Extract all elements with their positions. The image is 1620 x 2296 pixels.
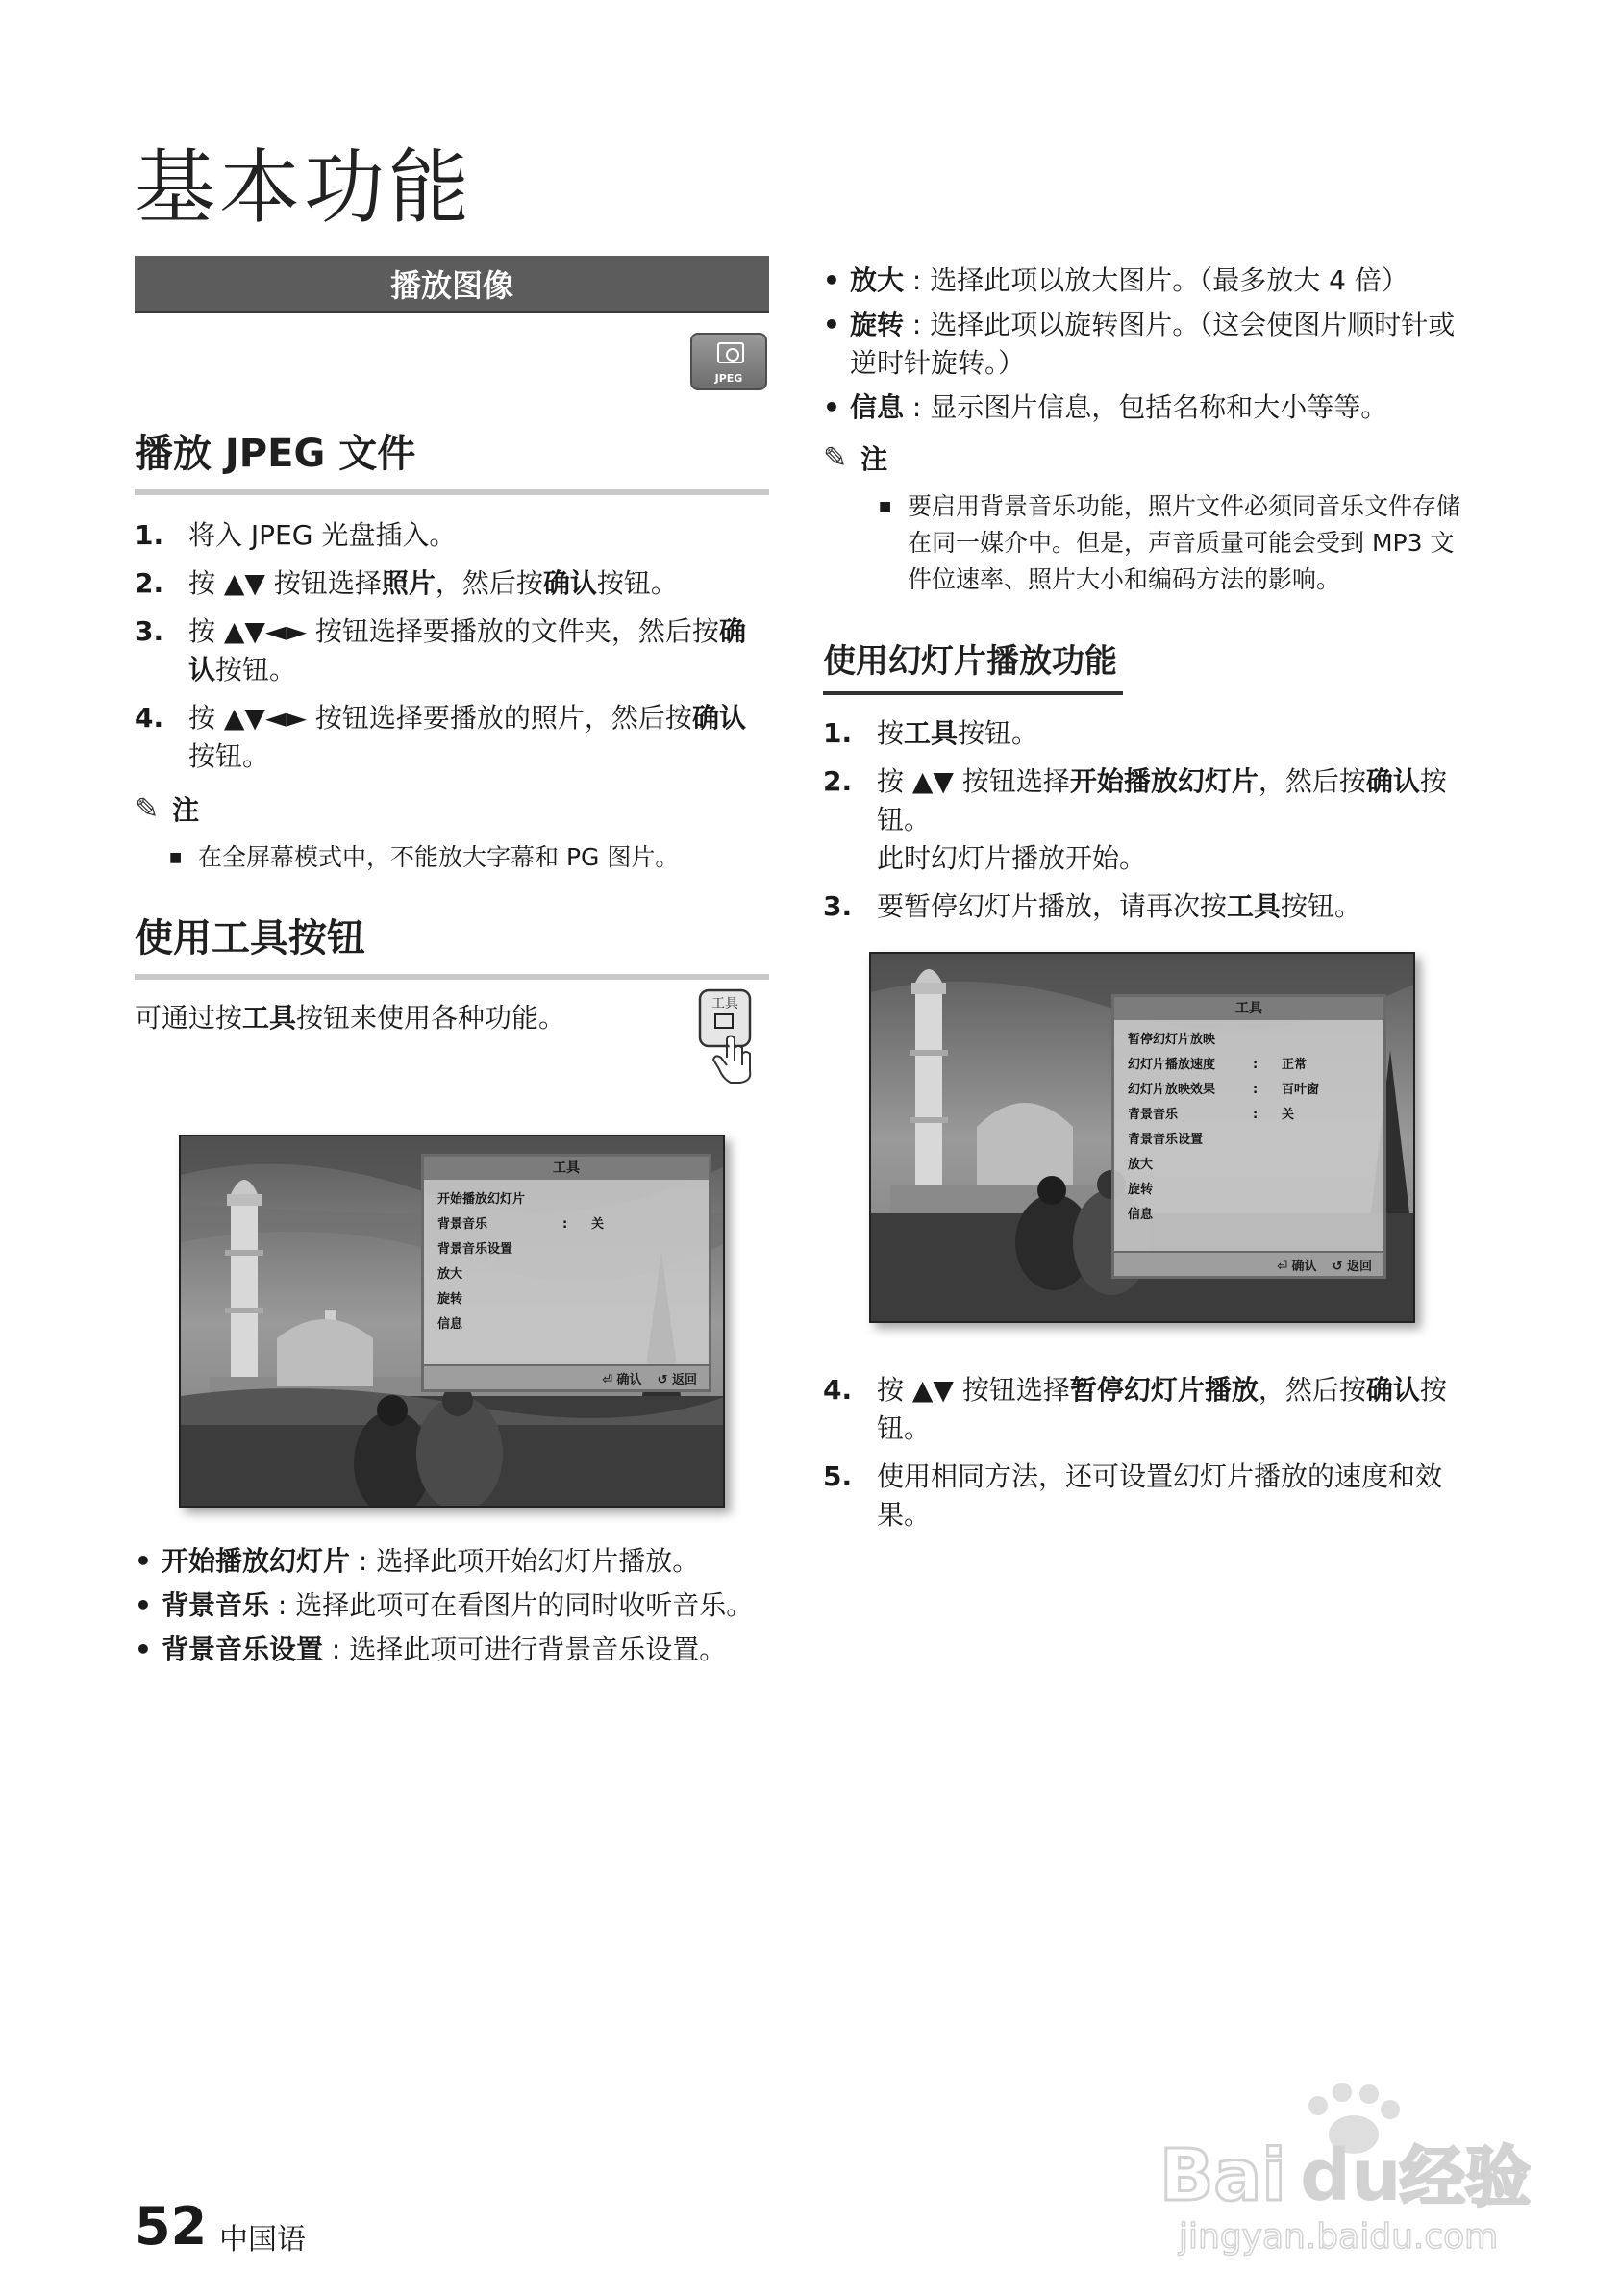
- tools-menu-panel: [421, 1154, 711, 1392]
- bullet-text: [850, 262, 1408, 300]
- step-text: [877, 762, 1467, 878]
- step-number: 4.: [823, 1374, 853, 1406]
- menu-item-label: 信息: [1128, 1208, 1154, 1222]
- confirm-label: 确认: [616, 1372, 642, 1387]
- bullet-dot-icon: •: [135, 1634, 152, 1665]
- page-number: 52: [135, 2196, 208, 2257]
- menu-item[interactable]: [1114, 1153, 1383, 1178]
- text-run: 按钮。: [596, 567, 678, 599]
- menu-item-sep: [562, 1312, 591, 1337]
- tools-button-label: 工具: [711, 996, 738, 1011]
- baidu-jingyan-watermark: [1150, 2067, 1554, 2259]
- confirm-hint[interactable]: [602, 1369, 641, 1387]
- camera-icon: [717, 342, 744, 363]
- bold-term: 工具: [904, 717, 959, 749]
- bullet-dot-icon: •: [823, 391, 840, 423]
- menu-item-value: 百叶窗: [1282, 1083, 1320, 1097]
- bold-term: 确认: [691, 702, 746, 734]
- text-run: 按钮。: [958, 717, 1039, 749]
- step-text: [188, 612, 769, 689]
- note-text: 要启用背景音乐功能，照片文件必须同音乐文件存储在同一媒介中。但是，声音质量可能会受到 MP3 文件位速率、照片大小和编码方法的影响。: [908, 492, 1461, 593]
- step-number: 2.: [823, 765, 853, 797]
- menu-item[interactable]: [424, 1187, 709, 1212]
- back-label: 返回: [1346, 1259, 1372, 1274]
- menu-item-sep: :: [1253, 1083, 1259, 1097]
- bold-term: 确认: [188, 615, 746, 686]
- menu-item[interactable]: [424, 1262, 709, 1287]
- text-run: 此时幻灯片播放开始。: [877, 842, 1147, 874]
- step-text: [877, 1371, 1467, 1448]
- bullet-text: [162, 1586, 753, 1625]
- bold-term: 旋转: [850, 309, 905, 340]
- bold-term: 开始播放幻灯片: [162, 1545, 351, 1577]
- tools-intro-text: [135, 999, 769, 1037]
- tools-menu-footer: [424, 1364, 709, 1389]
- text-run: 按 ▲▼◄► 按钮选择要播放的照片，然后按: [188, 702, 692, 734]
- text-run: 按钮。: [877, 765, 1447, 836]
- menu-item[interactable]: [424, 1212, 709, 1237]
- note-label: 注: [860, 443, 888, 475]
- text-run: 按 ▲▼ 按钮选择: [877, 1374, 1070, 1406]
- text-run: 按 ▲▼ 按钮选择: [188, 567, 382, 599]
- step-text: [877, 1458, 1467, 1535]
- step-item: [823, 1458, 1467, 1535]
- text-run: 按钮。: [188, 740, 270, 772]
- menu-item[interactable]: [1114, 1128, 1383, 1153]
- text-run: 按: [877, 717, 905, 749]
- step-item: [823, 1371, 1467, 1448]
- bold-term: 开始播放幻灯片: [1069, 765, 1259, 797]
- watermark-brand: Bai: [1159, 2134, 1286, 2217]
- step-item: [823, 887, 1467, 926]
- back-hint[interactable]: [1333, 1256, 1372, 1274]
- pencil-note-icon: ✎: [135, 791, 160, 826]
- step-number: 2.: [135, 567, 164, 599]
- steps-list-slideshow: [823, 714, 1467, 926]
- section-banner: 播放图像: [135, 256, 769, 313]
- bold-term: 放大: [850, 264, 905, 296]
- note-heading: [135, 789, 769, 828]
- menu-item[interactable]: [1114, 1203, 1383, 1228]
- menu-item-label: 放大: [1128, 1158, 1154, 1172]
- step-number: 4.: [135, 702, 164, 734]
- page-language: 中国语: [219, 2223, 306, 2257]
- step-number: 1.: [823, 717, 853, 749]
- menu-item[interactable]: [424, 1237, 709, 1262]
- menu-item-sep: :: [562, 1217, 568, 1232]
- paw-logo-icon: [1150, 2067, 1554, 2259]
- bullet-dot-icon: •: [823, 309, 840, 340]
- step-item: [135, 516, 769, 555]
- menu-item-sep: :: [1253, 1058, 1259, 1072]
- bullet-item: [823, 388, 1467, 427]
- text-run: 按钮。: [1281, 890, 1362, 922]
- bullet-item: [823, 306, 1467, 383]
- watermark-url: jingyan.baidu.com: [1179, 2217, 1499, 2257]
- step-item: [823, 714, 1467, 753]
- menu-item-label: 信息: [437, 1317, 463, 1332]
- bold-term: 确认: [1365, 1374, 1420, 1406]
- enter-icon: ⏎: [1277, 1259, 1292, 1274]
- pencil-note-icon: ✎: [823, 440, 848, 475]
- text-run: : 选择此项以放大图片。（最多放大 4 倍）: [904, 264, 1408, 296]
- bold-term: 暂停幻灯片播放: [1069, 1374, 1259, 1406]
- section-play-jpeg: [135, 423, 769, 876]
- bold-term: 确认: [542, 567, 597, 599]
- step-text: [877, 887, 1467, 926]
- text-run: 将入 JPEG 光盘插入。: [188, 519, 457, 551]
- step-text: [188, 699, 769, 776]
- text-run: : 显示图片信息，包括名称和大小等等。: [904, 391, 1388, 423]
- tools-menu-title: 工具: [424, 1157, 709, 1180]
- watermark-product: 经验: [1400, 2140, 1532, 2216]
- menu-item[interactable]: [424, 1312, 709, 1337]
- section-title-play-jpeg: 播放 JPEG 文件: [135, 432, 416, 476]
- square-bullet-icon: ■: [169, 850, 183, 865]
- note-label: 注: [172, 794, 200, 826]
- menu-item-sep: [1253, 1178, 1282, 1203]
- menu-item[interactable]: [424, 1287, 709, 1312]
- menu-item-sep: [1253, 1203, 1282, 1228]
- bullet-text: [850, 306, 1467, 383]
- step-number: 3.: [823, 890, 853, 922]
- bullet-dot-icon: •: [823, 264, 840, 296]
- menu-item[interactable]: [1114, 1028, 1383, 1053]
- bullet-dot-icon: •: [135, 1545, 152, 1577]
- step-item: [135, 612, 769, 689]
- return-icon: ↺: [1332, 1259, 1347, 1274]
- menu-item-label: 背景音乐: [437, 1217, 488, 1232]
- section-divider: [135, 489, 769, 495]
- step-text: [877, 714, 1467, 753]
- text-run: 可通过按: [135, 1002, 243, 1034]
- chapter-title: 基本功能: [135, 140, 474, 235]
- bold-term: 工具: [1227, 890, 1282, 922]
- bullet-item: [135, 1542, 769, 1581]
- menu-item-sep: [562, 1287, 591, 1312]
- menu-item-label: 开始播放幻灯片: [437, 1192, 526, 1207]
- menu-item-label: 幻灯片播放速度: [1128, 1058, 1216, 1072]
- text-run: : 选择此项可在看图片的同时收听音乐。: [269, 1589, 754, 1621]
- bold-term: 照片: [381, 567, 436, 599]
- bold-term: 工具: [242, 1002, 297, 1034]
- text-run: 按钮。: [215, 654, 297, 686]
- jpeg-camera-icon: [690, 333, 767, 390]
- menu-item-sep: [562, 1187, 591, 1212]
- tv-screen-slideshow-menu: [869, 952, 1415, 1323]
- menu-item-sep: :: [1253, 1108, 1259, 1122]
- bold-term: 背景音乐: [162, 1589, 270, 1621]
- step-number: 3.: [135, 615, 164, 647]
- note-item: [823, 488, 1467, 598]
- bold-term: 确认: [1365, 765, 1420, 797]
- square-bullet-icon: ■: [879, 499, 892, 514]
- menu-item[interactable]: [1114, 1053, 1383, 1078]
- text-run: : 选择此项以旋转图片。（这会使图片顺时针或逆时针旋转。）: [850, 309, 1456, 379]
- step-number: 1.: [135, 519, 164, 551]
- text-run: : 选择此项开始幻灯片播放。: [350, 1545, 700, 1577]
- text-run: ，然后按: [1258, 1374, 1366, 1406]
- slideshow-menu-list: [1114, 1020, 1383, 1228]
- text-run: 按 ▲▼ 按钮选择: [877, 765, 1070, 797]
- section-tools-button: [135, 908, 769, 1037]
- menu-item-sep: [1253, 1028, 1282, 1053]
- tv-screen-tools-menu: [179, 1135, 725, 1508]
- section-divider: [135, 974, 769, 980]
- menu-item[interactable]: [1114, 1178, 1383, 1203]
- section-divider: [823, 691, 1123, 695]
- bold-term: 背景音乐设置: [162, 1634, 324, 1665]
- bullet-item: [135, 1631, 769, 1669]
- menu-item-sep: [1253, 1128, 1282, 1153]
- note-heading: [823, 438, 1467, 477]
- return-icon: ↺: [657, 1372, 672, 1387]
- slideshow-menu-footer: [1114, 1251, 1383, 1276]
- text-run: 使用相同方法，还可设置幻灯片播放的速度和效果。: [877, 1460, 1443, 1531]
- back-hint[interactable]: [658, 1369, 697, 1387]
- bullet-text: [850, 388, 1387, 427]
- step-item: [135, 564, 769, 603]
- bullet-dot-icon: •: [135, 1589, 152, 1621]
- right-note: [823, 438, 1467, 598]
- text-run: ，然后按: [1258, 765, 1366, 797]
- menu-item-value: 关: [1282, 1108, 1295, 1122]
- steps-list-slideshow-continued: [823, 1371, 1467, 1544]
- text-run: ，然后按: [435, 567, 543, 599]
- bold-term: 信息: [850, 391, 905, 423]
- menu-item[interactable]: [1114, 1103, 1383, 1128]
- enter-icon: ⏎: [602, 1372, 617, 1387]
- text-run: : 选择此项可进行背景音乐设置。: [323, 1634, 727, 1665]
- steps-list-play-jpeg: [135, 516, 769, 776]
- text-run: 要暂停幻灯片播放，请再次按: [877, 890, 1228, 922]
- step-item: [135, 699, 769, 776]
- slideshow-menu-title: 工具: [1114, 997, 1383, 1020]
- confirm-hint[interactable]: [1277, 1256, 1316, 1274]
- menu-item-label: 暂停幻灯片放映: [1128, 1033, 1216, 1047]
- slideshow-menu-panel: [1111, 994, 1386, 1279]
- menu-item-value: 正常: [1282, 1058, 1308, 1072]
- bullet-text: [162, 1631, 726, 1669]
- menu-item-label: 背景音乐设置: [1128, 1133, 1204, 1147]
- menu-item-label: 旋转: [1128, 1183, 1154, 1197]
- step-item: [823, 762, 1467, 878]
- note-text: 在全屏幕模式中，不能放大字幕和 PG 图片。: [198, 843, 680, 871]
- menu-item-label: 旋转: [437, 1292, 463, 1307]
- jpeg-badge-label: JPEG: [714, 372, 743, 385]
- menu-item-label: 背景音乐: [1128, 1108, 1179, 1122]
- confirm-label: 确认: [1291, 1259, 1317, 1274]
- menu-item[interactable]: [1114, 1078, 1383, 1103]
- section-title-slideshow: 使用幻灯片播放功能: [823, 642, 1117, 681]
- right-bullets-list: [823, 262, 1467, 433]
- menu-item-sep: [1253, 1153, 1282, 1178]
- text-run: 按 ▲▼◄► 按钮选择要播放的文件夹，然后按: [188, 615, 719, 647]
- step-number: 5.: [823, 1460, 853, 1492]
- text-run: 按钮。: [877, 1374, 1447, 1444]
- section-slideshow: [823, 635, 1467, 936]
- text-run: 按钮来使用各种功能。: [296, 1002, 566, 1034]
- menu-item-sep: [562, 1262, 591, 1287]
- note-item: [135, 839, 769, 876]
- bullet-item: [823, 262, 1467, 300]
- menu-item-label: 放大: [437, 1267, 463, 1282]
- tools-remote-button-icon: [698, 988, 765, 1085]
- back-label: 返回: [671, 1372, 697, 1387]
- bullet-text: [162, 1542, 699, 1581]
- menu-item-sep: [562, 1237, 591, 1262]
- menu-item-label: 幻灯片放映效果: [1128, 1083, 1216, 1097]
- bullet-item: [135, 1586, 769, 1625]
- step-text: [188, 516, 769, 555]
- step-text: [188, 564, 769, 603]
- tools-menu-list: [424, 1180, 709, 1337]
- section-title-tools: 使用工具按钮: [135, 916, 365, 961]
- watermark-brand-2: du: [1300, 2134, 1402, 2217]
- menu-item-label: 背景音乐设置: [437, 1242, 513, 1257]
- menu-item-value: 关: [591, 1217, 605, 1232]
- tools-bullets-list: [135, 1542, 769, 1675]
